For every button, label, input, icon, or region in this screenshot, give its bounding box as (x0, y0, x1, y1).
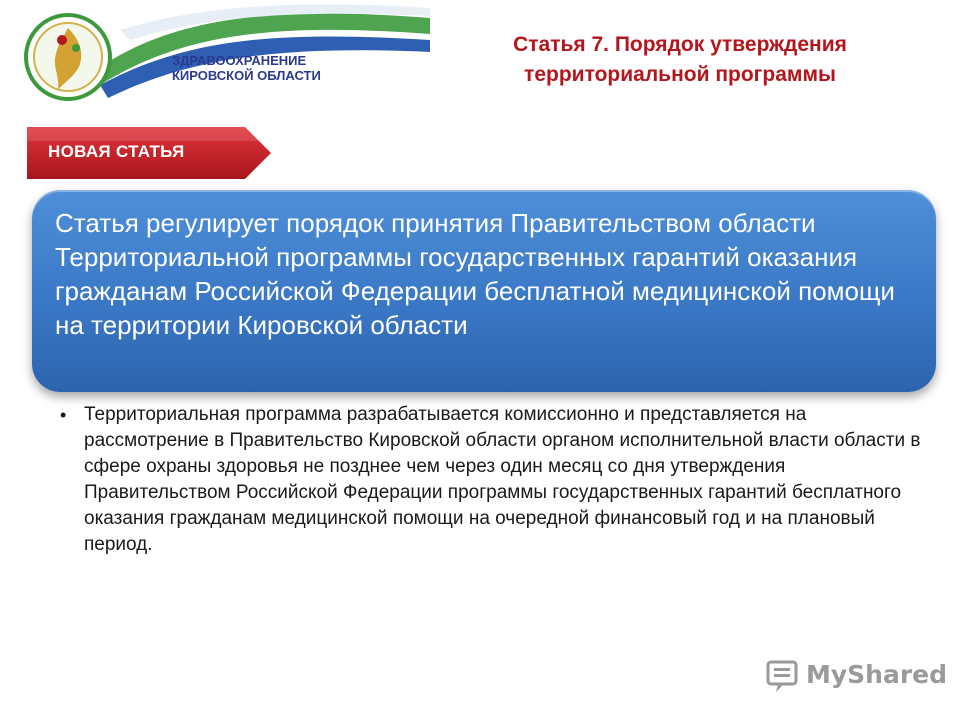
summary-text: Статья регулирует порядок принятия Правительством области Территориальной программы государственных гарантий оказания гражданам Российской Федерации бесплатной медицинской помощи на территории Кировской области (55, 208, 895, 340)
page-title-line1: Статья 7. Порядок утверждения (513, 33, 847, 56)
page-title (440, 30, 920, 90)
bullet-text: Территориальная программа разрабатывается комиссионно и представляется на рассмотрение в Правительство Кировской области органом исполнительной власти области в сфере охраны здоровья не позднее чем через один месяц со дня утверждения Правительством Российской Федерации программы государственных гарантий бесплатного оказания гражданам медицинской помощи на очередной финансовый год и на плановый период. (84, 404, 921, 555)
new-article-label: НОВАЯ СТАТЬЯ (48, 142, 185, 161)
watermark-text: MyShared (806, 660, 948, 689)
bullet-marker-icon: • (60, 405, 67, 425)
logo-title-line2: КИРОВСКОЙ ОБЛАСТИ (172, 68, 321, 83)
logo-title-line1: ЗДРАВООХРАНЕНИЕ (172, 53, 307, 68)
page-title-line2: территориальной программы (524, 63, 836, 86)
